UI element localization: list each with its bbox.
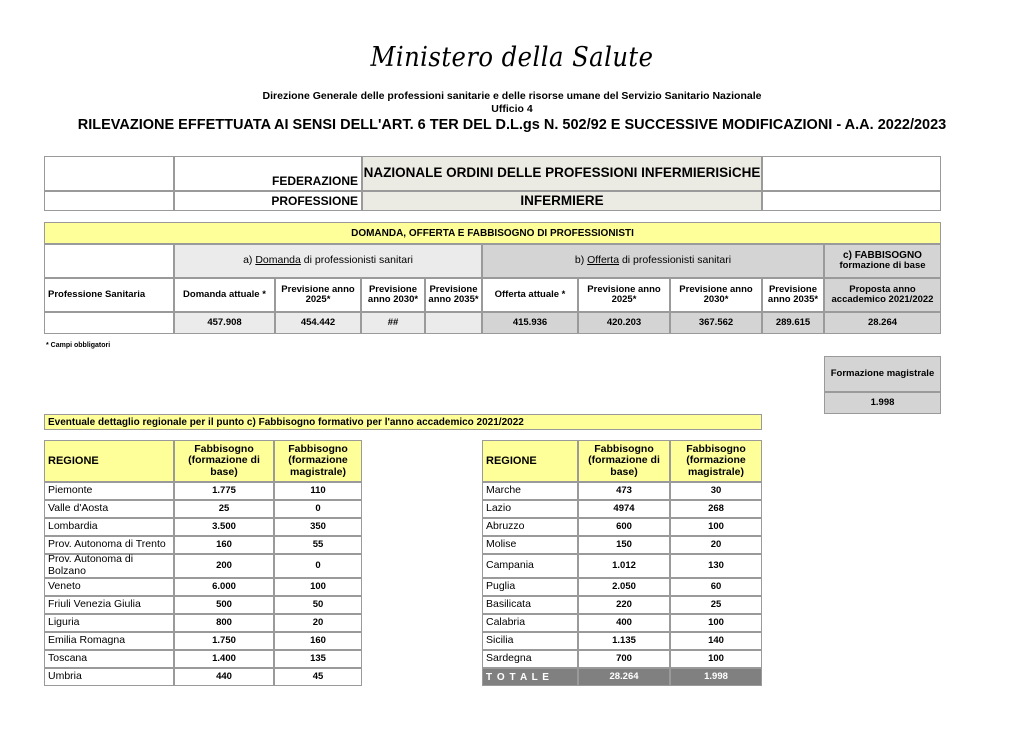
col-previsione-2025-a: Previsione anno 2025* [275,278,361,312]
col-previsione-2030-b: Previsione anno 2030* [670,278,762,312]
table-row-fabbisogno-base[interactable]: 150 [578,536,670,554]
table-row-region-name: Prov. Autonoma di Bolzano [44,554,174,578]
value-offerta-attuale[interactable]: 415.936 [482,312,578,334]
group-b-underlined: Offerta [587,254,620,267]
table-row-fabbisogno-magistrale[interactable]: 110 [274,482,362,500]
ministry-logo: Ministero della Salute [370,42,654,73]
table-row-fabbisogno-magistrale[interactable]: 30 [670,482,762,500]
table-row-region-name: Sardegna [482,650,578,668]
table-row-region-name: Umbria [44,668,174,686]
table-row-region-name: Puglia [482,578,578,596]
col-previsione-2025-b: Previsione anno 2025* [578,278,670,312]
value-previsione-2035-b[interactable]: 289.615 [762,312,824,334]
table-row-region-name: Campania [482,554,578,578]
table-row-fabbisogno-magistrale[interactable]: 140 [670,632,762,650]
col-proposta-anno: Proposta anno accademico 2021/2022 [824,278,941,312]
table-row-fabbisogno-magistrale[interactable]: 160 [274,632,362,650]
blank-cell [44,244,174,278]
col-domanda-attuale: Domanda attuale * [174,278,275,312]
left-col-magistrale: Fabbisogno (formazione magistrale) [274,440,362,482]
table-row-region-name: Veneto [44,578,174,596]
value-professione[interactable] [44,312,174,334]
table-row-fabbisogno-magistrale[interactable]: 50 [274,596,362,614]
group-c-title: c) FABBISOGNO [843,250,922,262]
table-row-fabbisogno-base[interactable]: 220 [578,596,670,614]
table-row-fabbisogno-base[interactable]: 4974 [578,500,670,518]
info-blank-cell [762,191,941,211]
main-table-title: DOMANDA, OFFERTA E FABBISOGNO DI PROFESSIONISTI [44,222,941,244]
table-row-fabbisogno-magistrale[interactable]: 268 [670,500,762,518]
federazione-value: NAZIONALE ORDINI DELLE PROFESSIONI INFERMIERISiCHE [362,156,762,191]
group-a-underlined: Domanda [255,254,301,267]
value-previsione-2035-a[interactable] [425,312,482,334]
table-row-region-name: Toscana [44,650,174,668]
group-offerta-header [482,244,824,278]
formazione-magistrale-label: Formazione magistrale [824,356,941,392]
table-row-fabbisogno-magistrale[interactable]: 25 [670,596,762,614]
table-row-region-name: Valle d'Aosta [44,500,174,518]
info-blank-cell [762,156,941,191]
group-a-suffix: di professionisti sanitari [300,254,413,267]
table-row-fabbisogno-base[interactable]: 6.000 [174,578,274,596]
table-row-fabbisogno-base[interactable]: 800 [174,614,274,632]
value-previsione-2030-b[interactable]: 367.562 [670,312,762,334]
table-row-fabbisogno-base[interactable]: 25 [174,500,274,518]
table-row-region-name: Basilicata [482,596,578,614]
left-col-base: Fabbisogno (formazione di base) [174,440,274,482]
table-row-fabbisogno-magistrale[interactable]: 100 [274,578,362,596]
table-row-fabbisogno-magistrale[interactable]: 20 [274,614,362,632]
table-row-fabbisogno-base[interactable]: 1.750 [174,632,274,650]
right-col-magistrale: Fabbisogno (formazione magistrale) [670,440,762,482]
table-row-fabbisogno-magistrale[interactable]: 350 [274,518,362,536]
table-row-fabbisogno-base[interactable]: 440 [174,668,274,686]
table-row-fabbisogno-base[interactable]: 1.012 [578,554,670,578]
group-c-subtitle: formazione di base [839,260,926,272]
value-proposta-anno[interactable]: 28.264 [824,312,941,334]
table-row-fabbisogno-base[interactable]: 1.400 [174,650,274,668]
formazione-magistrale-value[interactable]: 1.998 [824,392,941,414]
table-row-region-name: Liguria [44,614,174,632]
document-title: RILEVAZIONE EFFETTUATA AI SENSI DELL'ART. 6 TER DEL D.L.gs N. 502/92 E SUCCESSIVE MODIFICAZIONI - A.A. 2022/2023 [77,117,947,133]
table-row-region-name: Abruzzo [482,518,578,536]
totale-magistrale: 1.998 [670,668,762,686]
table-row-fabbisogno-magistrale[interactable]: 130 [670,554,762,578]
professione-value: INFERMIERE [362,191,762,211]
right-col-regione: REGIONE [482,440,578,482]
header-directorate: Direzione Generale delle professioni sanitarie e delle risorse umane del Servizio Sanitario Nazionale [262,90,762,102]
table-row-fabbisogno-magistrale[interactable]: 55 [274,536,362,554]
col-previsione-2035-b: Previsione anno 2035* [762,278,824,312]
totale-label: T O T A L E [482,668,578,686]
table-row-region-name: Piemonte [44,482,174,500]
info-blank-cell [44,191,174,211]
table-row-fabbisogno-magistrale[interactable]: 45 [274,668,362,686]
table-row-region-name: Marche [482,482,578,500]
right-col-base: Fabbisogno (formazione di base) [578,440,670,482]
col-professione-sanitaria: Professione Sanitaria [44,278,174,312]
mandatory-fields-note: * Campi obbligatori [46,342,111,349]
value-domanda-attuale[interactable]: 457.908 [174,312,275,334]
totale-base: 28.264 [578,668,670,686]
table-row-fabbisogno-magistrale[interactable]: 0 [274,500,362,518]
value-previsione-2030-a[interactable]: ## [361,312,425,334]
info-blank-cell [44,156,174,191]
table-row-fabbisogno-magistrale[interactable]: 60 [670,578,762,596]
col-previsione-2035-a: Previsione anno 2035* [425,278,482,312]
table-row-fabbisogno-base[interactable]: 400 [578,614,670,632]
table-row-fabbisogno-base[interactable]: 600 [578,518,670,536]
table-row-fabbisogno-magistrale[interactable]: 20 [670,536,762,554]
table-row-fabbisogno-base[interactable]: 2.050 [578,578,670,596]
header-office: Ufficio 4 [491,103,533,115]
table-row-region-name: Prov. Autonoma di Trento [44,536,174,554]
table-row-region-name: Sicilia [482,632,578,650]
table-row-region-name: Lazio [482,500,578,518]
table-row-region-name: Calabria [482,614,578,632]
left-col-regione: REGIONE [44,440,174,482]
table-row-fabbisogno-magistrale[interactable]: 100 [670,614,762,632]
col-offerta-attuale: Offerta attuale * [482,278,578,312]
group-b-prefix: b) [574,254,588,267]
value-previsione-2025-b[interactable]: 420.203 [578,312,670,334]
federazione-label: FEDERAZIONE [174,156,362,191]
col-previsione-2030-a: Previsione anno 2030* [361,278,425,312]
group-a-prefix: a) [243,254,256,267]
table-row-region-name: Molise [482,536,578,554]
group-b-suffix: di professionisti sanitari [619,254,732,267]
table-row-fabbisogno-base[interactable]: 1.135 [578,632,670,650]
table-row-region-name: Lombardia [44,518,174,536]
group-fabbisogno-header [824,244,941,278]
regional-detail-title: Eventuale dettaglio regionale per il punto c) Fabbisogno formativo per l'anno accademico 2021/2022 [44,414,762,430]
table-row-region-name: Friuli Venezia Giulia [44,596,174,614]
table-row-fabbisogno-base[interactable]: 700 [578,650,670,668]
table-row-region-name: Emilia Romagna [44,632,174,650]
table-row-fabbisogno-base[interactable]: 473 [578,482,670,500]
value-previsione-2025-a[interactable]: 454.442 [275,312,361,334]
table-row-fabbisogno-magistrale[interactable]: 100 [670,518,762,536]
table-row-fabbisogno-magistrale[interactable]: 0 [274,554,362,578]
professione-label: PROFESSIONE [174,191,362,211]
table-row-fabbisogno-magistrale[interactable]: 100 [670,650,762,668]
table-row-fabbisogno-base[interactable]: 1.775 [174,482,274,500]
table-row-fabbisogno-magistrale[interactable]: 135 [274,650,362,668]
group-domanda-header [174,244,482,278]
table-row-fabbisogno-base[interactable]: 3.500 [174,518,274,536]
table-row-fabbisogno-base[interactable]: 200 [174,554,274,578]
table-row-fabbisogno-base[interactable]: 160 [174,536,274,554]
table-row-fabbisogno-base[interactable]: 500 [174,596,274,614]
